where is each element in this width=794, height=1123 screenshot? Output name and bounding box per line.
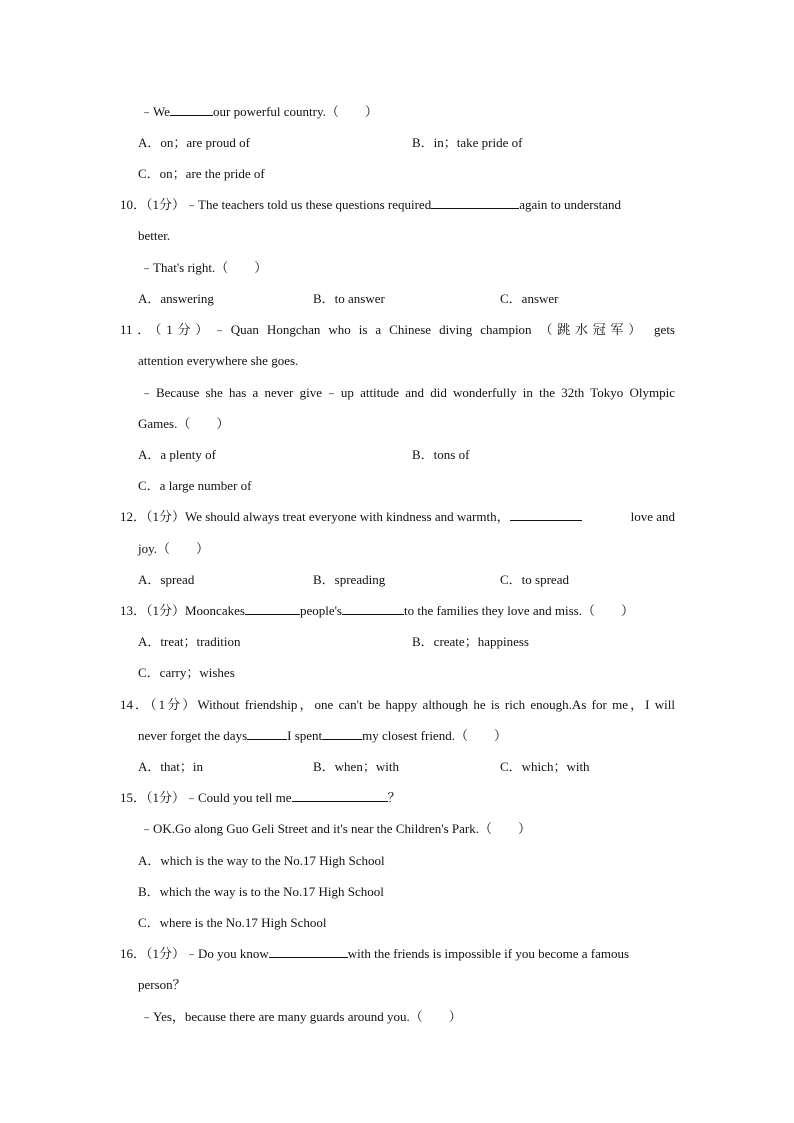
q15-option-a: A．which is the way to the No.17 High School — [138, 853, 385, 868]
q12-stem-line2: joy.（ ） — [138, 541, 210, 556]
q9-option-c: C．on；are the pride of — [138, 166, 265, 181]
q14-stem-line2: never forget the days I spent my closest friend.（ ） — [138, 728, 507, 743]
answer-blank — [170, 104, 213, 116]
answer-blank — [292, 790, 388, 802]
q11-stem-line2: attention everywhere she goes. — [138, 353, 299, 368]
q15-option-b: B．which the way is to the No.17 High School — [138, 884, 384, 899]
q10-option-a: A．answering — [138, 291, 214, 306]
answer-blank — [510, 509, 582, 521]
answer-blank — [431, 197, 519, 209]
q11-option-a: A．a plenty of — [138, 447, 216, 462]
q13-option-c: C．carry；wishes — [138, 665, 235, 680]
q16-stem-line1: 16．（1分）﹣Do you know with the friends is impossible if you become a famous — [120, 946, 630, 961]
q11-option-c: C．a large number of — [138, 478, 252, 493]
q16-reply: ﹣Yes，because there are many guards around you.（ ） — [140, 1009, 462, 1024]
q15-reply: ﹣OK.Go along Guo Geli Street and it's near the Children's Park.（ ） — [140, 821, 532, 836]
q11-stem-line1: 11．（1分）﹣Quan Hongchan who is a Chinese diving champion （跳水冠军） gets — [120, 322, 675, 337]
q11-reply-line1: ﹣Because she has a never give﹣up attitude and did wonderfully in the 32th Tokyo Olympic — [140, 385, 675, 400]
q13-option-a: A．treat；tradition — [138, 634, 241, 649]
answer-blank — [322, 728, 362, 740]
q9-line: ﹣We our powerful country.（ ） — [140, 104, 378, 119]
q10-stem-line1: 10．（1分）﹣The teachers told us these questions required again to understand — [120, 197, 622, 212]
q9-option-a: A．on；are proud of — [138, 135, 250, 150]
q13-stem: 13．（1分）Mooncakes people's to the families they love and miss.（ ） — [120, 603, 634, 618]
q15-stem: 15．（1分）﹣Could you tell me ？ — [120, 790, 401, 805]
q14-option-b: B．when；with — [313, 759, 399, 774]
q10-option-b: B．to answer — [313, 291, 385, 306]
q12-option-b: B．spreading — [313, 572, 386, 587]
answer-blank — [245, 603, 300, 615]
q14-stem-line1: 14．（1分）Without friendship，one can't be happy although he is rich enough.As for me，I will — [120, 697, 675, 712]
q14-option-c: C．which；with — [500, 759, 590, 774]
q9-option-b: B．in；take pride of — [412, 135, 523, 150]
q12-stem-line1: 12．（1分）We should always treat everyone with kindness and warmth， love and — [120, 509, 675, 524]
q10-reply: ﹣That's right.（ ） — [140, 260, 268, 275]
q12-option-a: A．spread — [138, 572, 195, 587]
answer-blank — [342, 603, 404, 615]
q11-reply-line2: Games.（ ） — [138, 416, 230, 431]
q15-option-c: C．where is the No.17 High School — [138, 915, 327, 930]
q13-option-b: B．create；happiness — [412, 634, 529, 649]
q10-option-c: C．answer — [500, 291, 559, 306]
q11-option-b: B．tons of — [412, 447, 470, 462]
q12-option-c: C．to spread — [500, 572, 569, 587]
q10-stem-line2: better. — [138, 228, 171, 243]
q14-option-a: A．that；in — [138, 759, 203, 774]
answer-blank — [269, 946, 348, 958]
answer-blank — [247, 728, 287, 740]
q16-stem-line2: person？ — [138, 977, 186, 992]
